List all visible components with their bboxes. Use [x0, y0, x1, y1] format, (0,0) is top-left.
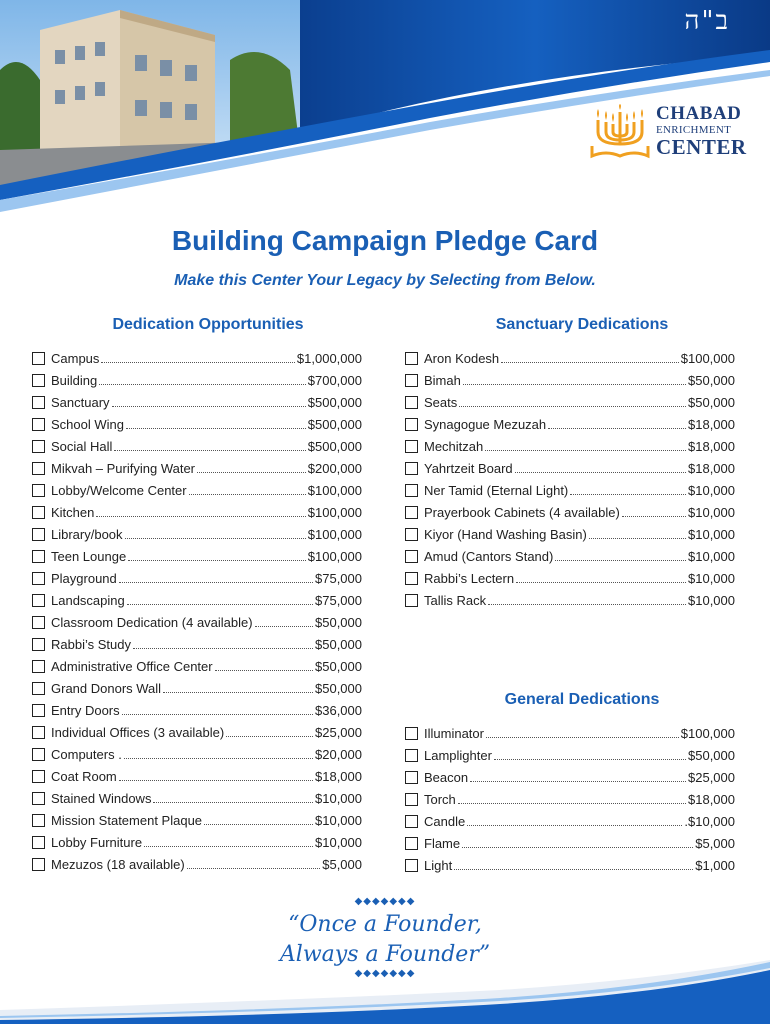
quote-line-2: Always a Founder” — [279, 942, 491, 967]
item-amount: $200,000 — [307, 460, 362, 476]
pledge-checkbox[interactable] — [405, 550, 418, 563]
pledge-checkbox[interactable] — [32, 374, 45, 387]
list-item — [32, 501, 362, 523]
pledge-checkbox[interactable] — [32, 418, 45, 431]
ornament-top: ◆◆◆◆◆◆◆ — [354, 896, 416, 907]
pledge-checkbox[interactable] — [405, 484, 418, 497]
ornament-bottom: ◆◆◆◆◆◆◆ — [354, 968, 416, 979]
pledge-checkbox[interactable] — [32, 462, 45, 475]
pledge-checkbox[interactable] — [32, 528, 45, 541]
item-amount: $10,000 — [688, 526, 735, 542]
item-label: Coat Room — [51, 768, 117, 784]
item-label: Landscaping — [51, 592, 125, 608]
item-label: Amud (Cantors Stand) — [424, 548, 554, 564]
page-subtitle: Make this Center Your Legacy by Selecting from Below. — [174, 272, 596, 289]
pledge-checkbox[interactable] — [32, 352, 45, 365]
list-item — [405, 832, 735, 854]
item-label: Individual Offices (3 available) — [51, 724, 225, 740]
pledge-checkbox[interactable] — [32, 682, 45, 695]
list-item — [32, 787, 362, 809]
item-label: Lobby/Welcome Center — [51, 482, 187, 498]
list-item — [32, 413, 362, 435]
dot-leader — [215, 670, 313, 671]
logo-line-2: ENRICHMENT — [656, 124, 732, 136]
item-amount: .$10,000 — [684, 813, 735, 829]
item-amount: $700,000 — [307, 372, 362, 388]
list-item — [405, 744, 735, 766]
list-item — [405, 766, 735, 788]
dot-leader — [163, 692, 313, 693]
item-label: Mechitzah — [424, 438, 484, 454]
item-label: Lobby Furniture — [51, 834, 143, 850]
pledge-checkbox[interactable] — [32, 770, 45, 783]
dot-leader — [124, 758, 313, 759]
dot-leader — [515, 472, 686, 473]
pledge-checkbox[interactable] — [32, 594, 45, 607]
dot-leader — [144, 846, 313, 847]
dedication-heading: Dedication Opportunities — [112, 316, 304, 333]
list-item — [405, 347, 735, 369]
dot-leader — [122, 714, 313, 715]
item-label: Aron Kodesh — [424, 350, 500, 366]
item-label: Mikvah – Purifying Water — [51, 460, 196, 476]
item-label: Flame — [424, 835, 461, 851]
pledge-checkbox[interactable] — [405, 815, 418, 828]
item-label: Computers . — [51, 746, 122, 762]
item-label: Classroom Dedication (4 available) — [51, 614, 253, 630]
hebrew-mark: ב"ה — [684, 6, 730, 36]
list-item — [405, 501, 735, 523]
dot-leader — [485, 450, 686, 451]
dot-leader — [548, 428, 686, 429]
pledge-checkbox[interactable] — [32, 836, 45, 849]
dot-leader — [187, 868, 321, 869]
pledge-checkbox[interactable] — [32, 660, 45, 673]
sanctuary-heading: Sanctuary Dedications — [495, 316, 669, 333]
logo-line-3: CENTER — [656, 135, 747, 159]
item-amount: $5,000 — [322, 856, 362, 872]
item-label: Administrative Office Center — [51, 658, 213, 674]
pledge-checkbox[interactable] — [405, 594, 418, 607]
list-item — [32, 457, 362, 479]
pledge-checkbox[interactable] — [32, 814, 45, 827]
dot-leader — [119, 582, 313, 583]
list-item — [32, 853, 362, 875]
page-title: Building Campaign Pledge Card — [171, 225, 599, 256]
dot-leader — [153, 802, 313, 803]
dot-leader — [127, 604, 313, 605]
list-item — [405, 854, 735, 876]
footer-swoosh — [0, 960, 770, 1024]
item-label: Building — [51, 372, 98, 388]
item-label: Grand Donors Wall — [51, 680, 162, 696]
dot-leader — [488, 604, 686, 605]
item-label: Beacon — [424, 769, 469, 785]
dot-leader — [133, 648, 313, 649]
pledge-checkbox[interactable] — [405, 418, 418, 431]
chabad-logo — [588, 104, 748, 168]
pledge-checkbox[interactable] — [32, 440, 45, 453]
pledge-checkbox[interactable] — [32, 792, 45, 805]
item-amount: $100,000 — [307, 548, 362, 564]
item-amount: $75,000 — [315, 592, 362, 608]
item-label: Campus — [51, 350, 100, 366]
pledge-checkbox[interactable] — [405, 462, 418, 475]
item-amount: $50,000 — [315, 614, 362, 630]
item-label: Illuminator — [424, 725, 484, 741]
item-label: Teen Lounge — [51, 548, 127, 564]
item-amount: $10,000 — [315, 812, 362, 828]
list-item — [405, 435, 735, 457]
pledge-checkbox[interactable] — [405, 528, 418, 541]
item-label: Yahrtzeit Board — [424, 460, 513, 476]
list-item — [32, 699, 362, 721]
item-label: Kitchen — [51, 504, 95, 520]
item-amount: $5,000 — [695, 835, 735, 851]
item-amount: $100,000 — [680, 350, 735, 366]
pledge-checkbox[interactable] — [32, 616, 45, 629]
list-item — [405, 523, 735, 545]
item-amount: $100,000 — [307, 482, 362, 498]
item-amount: $25,000 — [315, 724, 362, 740]
dot-leader — [470, 781, 686, 782]
item-label: Entry Doors — [51, 702, 120, 718]
dot-leader — [454, 869, 693, 870]
dot-leader — [126, 428, 306, 429]
item-amount: $1,000 — [695, 857, 735, 873]
item-amount: $10,000 — [315, 834, 362, 850]
dot-leader — [96, 516, 305, 517]
list-item — [32, 677, 362, 699]
pledge-checkbox[interactable] — [405, 374, 418, 387]
list-item — [32, 655, 362, 677]
pledge-checkbox[interactable] — [32, 484, 45, 497]
item-amount: $75,000 — [315, 570, 362, 586]
pledge-checkbox[interactable] — [405, 396, 418, 409]
item-amount: $10,000 — [688, 548, 735, 564]
pledge-checkbox[interactable] — [32, 726, 45, 739]
header-banner — [0, 0, 770, 230]
list-item — [405, 589, 735, 611]
dot-leader — [125, 538, 306, 539]
item-amount: $18,000 — [688, 438, 735, 454]
list-item — [405, 788, 735, 810]
list-item — [32, 523, 362, 545]
pledge-checkbox[interactable] — [32, 858, 45, 871]
pledge-checkbox[interactable] — [405, 771, 418, 784]
list-item — [32, 479, 362, 501]
item-amount: $50,000 — [688, 394, 735, 410]
logo-wordmark — [656, 104, 747, 158]
list-item — [32, 391, 362, 413]
item-amount: $500,000 — [307, 394, 362, 410]
item-label: Social Hall — [51, 438, 113, 454]
pledge-checkbox[interactable] — [32, 506, 45, 519]
pledge-checkbox[interactable] — [405, 727, 418, 740]
item-amount: $500,000 — [307, 416, 362, 432]
item-label: Tallis Rack — [424, 592, 487, 608]
item-amount: $50,000 — [315, 636, 362, 652]
pledge-checkbox[interactable] — [405, 793, 418, 806]
list-item — [32, 721, 362, 743]
item-label: Lamplighter — [424, 747, 492, 763]
dot-leader — [189, 494, 306, 495]
pledge-checkbox[interactable] — [405, 859, 418, 872]
list-item — [32, 611, 362, 633]
pledge-checkbox[interactable] — [32, 396, 45, 409]
item-label: Rabbi’s Study — [51, 636, 131, 652]
dot-leader — [463, 384, 686, 385]
dot-leader — [486, 737, 679, 738]
list-item — [405, 545, 735, 567]
item-label: Kiyor (Hand Washing Basin) — [424, 526, 587, 542]
list-item — [32, 567, 362, 589]
item-label: Bimah — [424, 372, 461, 388]
item-label: Seats — [424, 394, 458, 410]
pledge-checkbox[interactable] — [32, 748, 45, 761]
pledge-checkbox[interactable] — [405, 572, 418, 585]
list-item — [32, 809, 362, 831]
item-label: School Wing — [51, 416, 124, 432]
item-amount: $10,000 — [688, 504, 735, 520]
item-label: Playground — [51, 570, 117, 586]
dot-leader — [494, 759, 686, 760]
item-label: Light — [424, 857, 453, 873]
item-label: Mezuzos (18 available) — [51, 856, 185, 872]
item-label: Torch — [424, 791, 456, 807]
dot-leader — [99, 384, 306, 385]
list-item — [32, 589, 362, 611]
list-item — [405, 391, 735, 413]
list-item — [405, 457, 735, 479]
dot-leader — [459, 406, 686, 407]
dot-leader — [589, 538, 686, 539]
item-amount: $100,000 — [680, 725, 735, 741]
list-item — [405, 722, 735, 744]
footer-graphic — [0, 960, 770, 1024]
item-amount: $10,000 — [315, 790, 362, 806]
dot-leader — [226, 736, 313, 737]
item-amount: $10,000 — [688, 570, 735, 586]
list-item — [405, 567, 735, 589]
dot-leader — [570, 494, 686, 495]
item-amount: $36,000 — [315, 702, 362, 718]
item-amount: $10,000 — [688, 592, 735, 608]
dot-leader — [119, 780, 313, 781]
item-label: Sanctuary — [51, 394, 110, 410]
list-item — [32, 743, 362, 765]
dot-leader — [128, 560, 306, 561]
list-item — [32, 435, 362, 457]
dot-leader — [467, 825, 682, 826]
pledge-checkbox[interactable] — [405, 352, 418, 365]
item-label: Library/book — [51, 526, 123, 542]
pledge-checkbox[interactable] — [32, 704, 45, 717]
list-item — [405, 810, 735, 832]
item-label: Stained Windows — [51, 790, 152, 806]
item-amount: $10,000 — [688, 482, 735, 498]
general-list — [405, 722, 735, 876]
dot-leader — [112, 406, 306, 407]
dot-leader — [204, 824, 313, 825]
dot-leader — [516, 582, 686, 583]
dot-leader — [622, 516, 686, 517]
list-item — [32, 347, 362, 369]
item-amount: $18,000 — [688, 460, 735, 476]
item-label: Synagogue Mezuzah — [424, 416, 547, 432]
item-label: Mission Statement Plaque — [51, 812, 203, 828]
list-item — [405, 369, 735, 391]
pledge-checkbox[interactable] — [32, 550, 45, 563]
list-item — [32, 369, 362, 391]
item-label: Ner Tamid (Eternal Light) — [424, 482, 569, 498]
item-amount: $18,000 — [688, 416, 735, 432]
item-amount: $100,000 — [307, 504, 362, 520]
dot-leader — [458, 803, 686, 804]
item-amount: $50,000 — [315, 680, 362, 696]
dot-leader — [101, 362, 295, 363]
sanctuary-list — [405, 347, 735, 611]
item-amount: $50,000 — [315, 658, 362, 674]
pledge-checkbox[interactable] — [405, 837, 418, 850]
dot-leader — [197, 472, 306, 473]
list-item — [405, 413, 735, 435]
pledge-checkbox[interactable] — [32, 572, 45, 585]
list-item — [32, 765, 362, 787]
dot-leader — [462, 847, 693, 848]
dot-leader — [501, 362, 679, 363]
menorah-book-icon — [588, 104, 652, 160]
item-label: Prayerbook Cabinets (4 available) — [424, 504, 620, 520]
logo-line-1: CHABAD — [656, 103, 742, 124]
list-item — [405, 479, 735, 501]
item-label: Candle — [424, 813, 466, 829]
list-item — [32, 633, 362, 655]
item-amount: $1,000,000 — [296, 350, 362, 366]
dot-leader — [255, 626, 313, 627]
pledge-checkbox[interactable] — [405, 440, 418, 453]
pledge-checkbox[interactable] — [405, 749, 418, 762]
item-amount: $50,000 — [688, 372, 735, 388]
pledge-checkbox[interactable] — [32, 638, 45, 651]
dot-leader — [114, 450, 305, 451]
pledge-checkbox[interactable] — [405, 506, 418, 519]
dedication-list — [32, 347, 362, 875]
list-item — [32, 831, 362, 853]
item-label: Rabbi’s Lectern — [424, 570, 515, 586]
item-amount: $25,000 — [688, 769, 735, 785]
list-item — [32, 545, 362, 567]
quote-line-1: “Once a Founder, — [288, 912, 482, 937]
item-amount: $50,000 — [688, 747, 735, 763]
general-heading: General Dedications — [504, 691, 660, 708]
item-amount: $18,000 — [688, 791, 735, 807]
item-amount: $18,000 — [315, 768, 362, 784]
item-amount: $100,000 — [307, 526, 362, 542]
dot-leader — [555, 560, 686, 561]
item-amount: $20,000 — [315, 746, 362, 762]
item-amount: $500,000 — [307, 438, 362, 454]
